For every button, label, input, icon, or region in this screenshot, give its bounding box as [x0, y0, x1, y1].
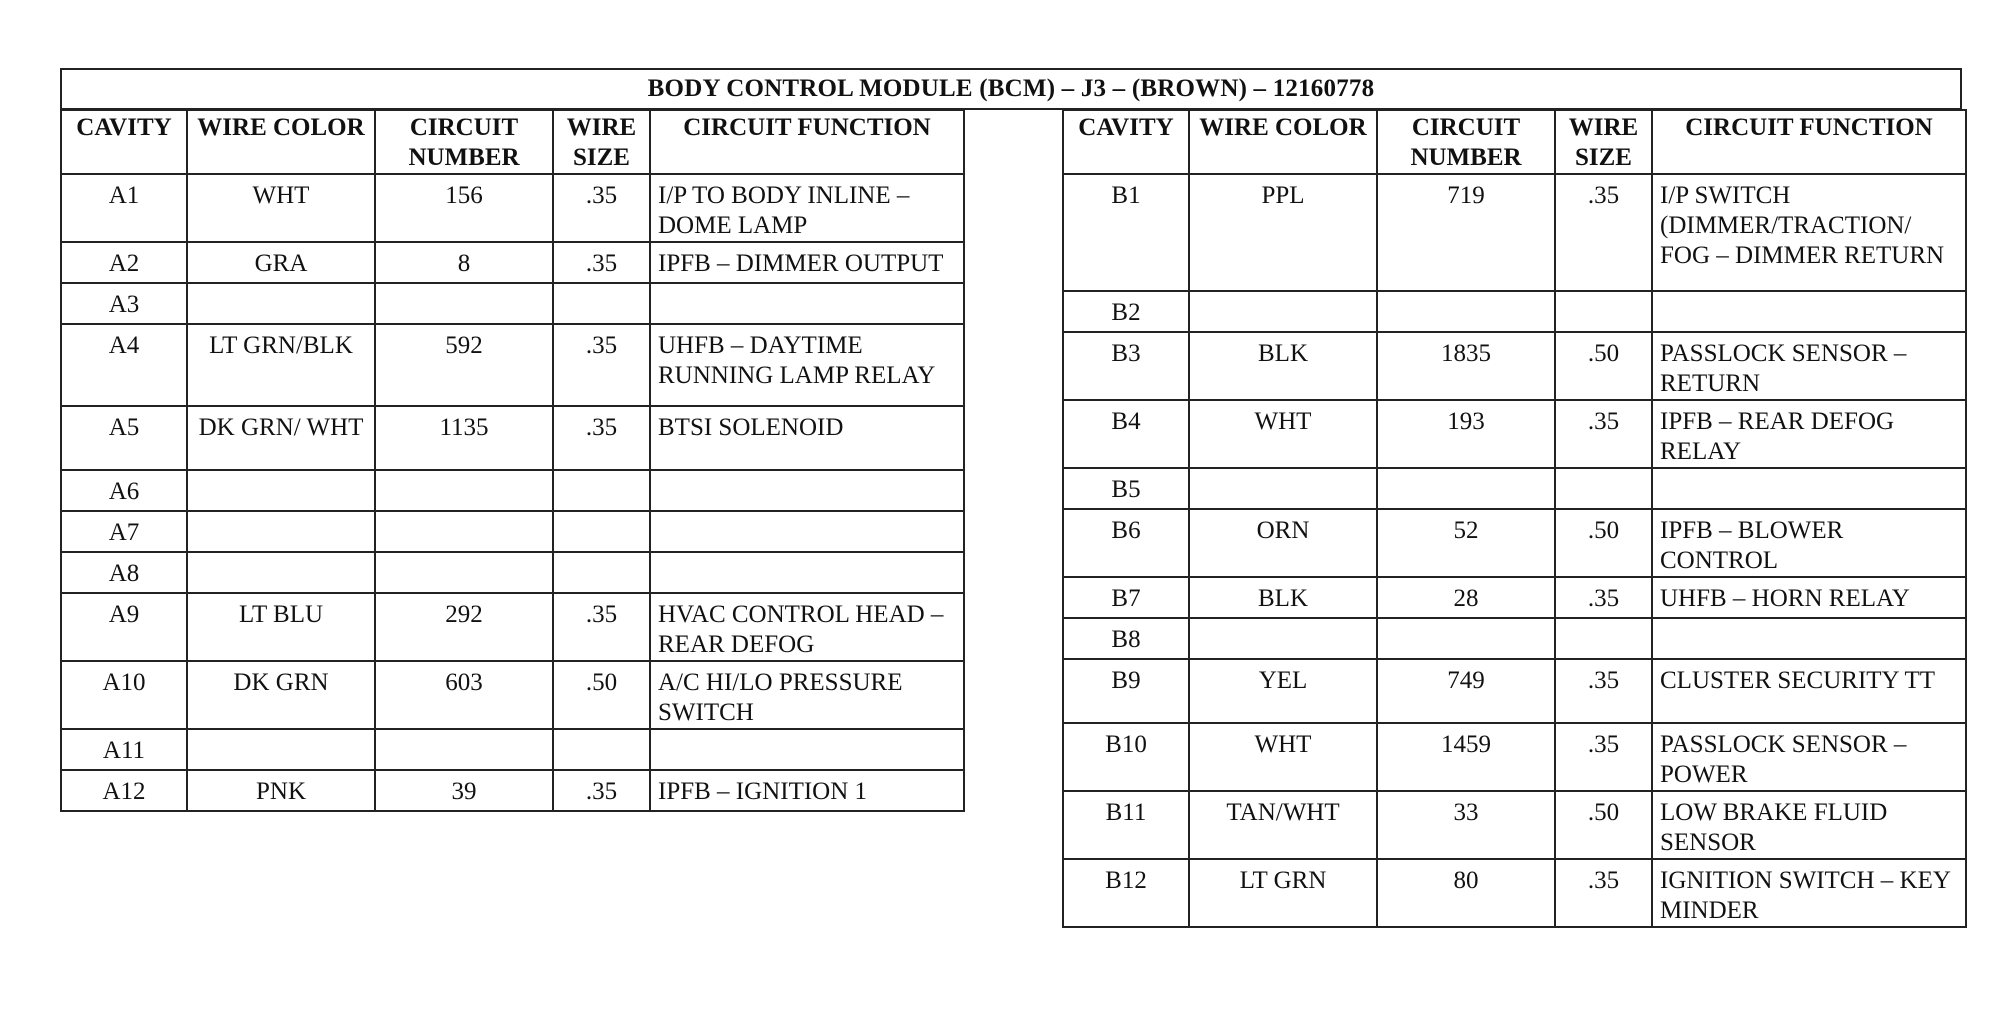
- circuit-function-cell: UHFB – HORN RELAY: [1652, 577, 1966, 618]
- wire-size-cell: .50: [553, 661, 650, 729]
- header-cavity: CAVITY: [61, 110, 187, 174]
- wire-size-cell: .35: [553, 406, 650, 470]
- circuit-number-cell: [1377, 291, 1555, 332]
- circuit-function-cell: IPFB – DIMMER OUTPUT: [650, 242, 964, 283]
- circuit-function-cell: A/C HI/LO PRESSURE SWITCH: [650, 661, 964, 729]
- wire-size-cell: .35: [1555, 400, 1652, 468]
- header-circuit-number: CIRCUIT NUMBER: [1377, 110, 1555, 174]
- wire-color-cell: [187, 552, 375, 593]
- header-circuit-function: CIRCUIT FUNCTION: [650, 110, 964, 174]
- circuit-function-cell: [650, 729, 964, 770]
- circuit-number-cell: [375, 470, 553, 511]
- circuit-number-cell: [1377, 618, 1555, 659]
- table-row: [1063, 723, 1966, 791]
- wire-color-cell: [187, 470, 375, 511]
- table-row: [1063, 659, 1966, 723]
- cavity-cell: A2: [61, 242, 187, 283]
- wire-size-cell: .35: [553, 593, 650, 661]
- circuit-number-cell: 749: [1377, 659, 1555, 723]
- wire-color-cell: [187, 283, 375, 324]
- wire-color-cell: [187, 511, 375, 552]
- wire-color-cell: DK GRN/ WHT: [187, 406, 375, 470]
- table-row: [1063, 859, 1966, 927]
- table-row: [61, 174, 964, 242]
- cavity-cell: B7: [1063, 577, 1189, 618]
- circuit-number-cell: 80: [1377, 859, 1555, 927]
- cavity-cell: A12: [61, 770, 187, 811]
- cavity-cell: B2: [1063, 291, 1189, 332]
- wire-size-cell: .35: [553, 174, 650, 242]
- wire-color-cell: PPL: [1189, 174, 1377, 291]
- circuit-number-cell: 603: [375, 661, 553, 729]
- wire-size-cell: .35: [1555, 723, 1652, 791]
- wire-size-cell: .35: [1555, 659, 1652, 723]
- wire-color-cell: LT GRN/BLK: [187, 324, 375, 406]
- circuit-number-cell: 193: [1377, 400, 1555, 468]
- table-row: [1063, 618, 1966, 659]
- cavity-cell: A5: [61, 406, 187, 470]
- wire-color-cell: DK GRN: [187, 661, 375, 729]
- circuit-function-cell: [650, 470, 964, 511]
- wire-color-cell: WHT: [1189, 723, 1377, 791]
- circuit-number-cell: 52: [1377, 509, 1555, 577]
- table-row: [1063, 791, 1966, 859]
- table-row: [1063, 332, 1966, 400]
- header-row: [1063, 110, 1966, 174]
- table-row: [61, 729, 964, 770]
- cavity-cell: A10: [61, 661, 187, 729]
- cavity-cell: B6: [1063, 509, 1189, 577]
- cavity-cell: B5: [1063, 468, 1189, 509]
- cavity-cell: A9: [61, 593, 187, 661]
- circuit-function-cell: UHFB – DAYTIME RUNNING LAMP RELAY: [650, 324, 964, 406]
- table-row: [1063, 577, 1966, 618]
- header-wire-color: WIRE COLOR: [1189, 110, 1377, 174]
- circuit-number-cell: 8: [375, 242, 553, 283]
- wire-color-cell: ORN: [1189, 509, 1377, 577]
- wire-size-cell: [553, 729, 650, 770]
- wire-color-cell: LT GRN: [1189, 859, 1377, 927]
- wire-color-cell: LT BLU: [187, 593, 375, 661]
- wire-color-cell: YEL: [1189, 659, 1377, 723]
- cavity-cell: B8: [1063, 618, 1189, 659]
- wire-size-cell: .35: [553, 770, 650, 811]
- circuit-function-cell: HVAC CONTROL HEAD – REAR DEFOG: [650, 593, 964, 661]
- cavity-cell: A6: [61, 470, 187, 511]
- cavity-cell: B12: [1063, 859, 1189, 927]
- circuit-number-cell: 39: [375, 770, 553, 811]
- wire-color-cell: TAN/WHT: [1189, 791, 1377, 859]
- wire-size-cell: .35: [1555, 859, 1652, 927]
- circuit-function-cell: IGNITION SWITCH – KEY MINDER: [1652, 859, 1966, 927]
- wire-color-cell: BLK: [1189, 332, 1377, 400]
- cavity-cell: A1: [61, 174, 187, 242]
- table-row: [61, 406, 964, 470]
- table-row: [1063, 509, 1966, 577]
- header-wire-color: WIRE COLOR: [187, 110, 375, 174]
- wire-size-cell: [553, 552, 650, 593]
- circuit-number-cell: [1377, 468, 1555, 509]
- cavity-cell: B3: [1063, 332, 1189, 400]
- circuit-function-cell: [1652, 291, 1966, 332]
- circuit-function-cell: BTSI SOLENOID: [650, 406, 964, 470]
- circuit-number-cell: [375, 283, 553, 324]
- wire-color-cell: [1189, 618, 1377, 659]
- wire-color-cell: WHT: [1189, 400, 1377, 468]
- wire-size-cell: .35: [553, 324, 650, 406]
- circuit-function-cell: [650, 511, 964, 552]
- header-circuit-function: CIRCUIT FUNCTION: [1652, 110, 1966, 174]
- table-row: [61, 593, 964, 661]
- wire-color-cell: GRA: [187, 242, 375, 283]
- header-wire-size: WIRE SIZE: [1555, 110, 1652, 174]
- wire-color-cell: WHT: [187, 174, 375, 242]
- wire-size-cell: [553, 511, 650, 552]
- wire-size-cell: [1555, 468, 1652, 509]
- table-row: [61, 661, 964, 729]
- connector-table-a: [60, 109, 965, 812]
- cavity-cell: A4: [61, 324, 187, 406]
- circuit-number-cell: 1835: [1377, 332, 1555, 400]
- circuit-function-cell: IPFB – IGNITION 1: [650, 770, 964, 811]
- table-row: [1063, 291, 1966, 332]
- header-wire-size: WIRE SIZE: [553, 110, 650, 174]
- circuit-function-cell: CLUSTER SECURITY TT: [1652, 659, 1966, 723]
- circuit-number-cell: 1135: [375, 406, 553, 470]
- cavity-cell: A3: [61, 283, 187, 324]
- table-row: [61, 283, 964, 324]
- circuit-function-cell: I/P SWITCH (DIMMER/TRACTION/ FOG – DIMMER RETURN: [1652, 174, 1966, 291]
- cavity-cell: A7: [61, 511, 187, 552]
- wire-size-cell: [553, 283, 650, 324]
- table-row: [61, 324, 964, 406]
- wire-size-cell: .35: [1555, 174, 1652, 291]
- circuit-function-cell: IPFB – BLOWER CONTROL: [1652, 509, 1966, 577]
- circuit-number-cell: 33: [1377, 791, 1555, 859]
- header-circuit-number: CIRCUIT NUMBER: [375, 110, 553, 174]
- circuit-number-cell: [375, 729, 553, 770]
- circuit-function-cell: [1652, 468, 1966, 509]
- wire-size-cell: .35: [553, 242, 650, 283]
- wire-size-cell: .50: [1555, 791, 1652, 859]
- circuit-number-cell: 156: [375, 174, 553, 242]
- circuit-number-cell: 1459: [1377, 723, 1555, 791]
- wire-size-cell: [553, 470, 650, 511]
- wire-size-cell: [1555, 618, 1652, 659]
- circuit-number-cell: 592: [375, 324, 553, 406]
- wire-color-cell: BLK: [1189, 577, 1377, 618]
- circuit-function-cell: PASSLOCK SENSOR – POWER: [1652, 723, 1966, 791]
- circuit-number-cell: 28: [1377, 577, 1555, 618]
- circuit-function-cell: IPFB – REAR DEFOG RELAY: [1652, 400, 1966, 468]
- circuit-function-cell: [650, 552, 964, 593]
- cavity-cell: A8: [61, 552, 187, 593]
- table-row: [1063, 174, 1966, 291]
- table-row: [61, 470, 964, 511]
- circuit-function-cell: LOW BRAKE FLUID SENSOR: [1652, 791, 1966, 859]
- cavity-cell: B10: [1063, 723, 1189, 791]
- wire-size-cell: .50: [1555, 509, 1652, 577]
- wire-size-cell: .50: [1555, 332, 1652, 400]
- wire-color-cell: PNK: [187, 770, 375, 811]
- table-b-body: [1063, 174, 1966, 927]
- table-row: [61, 552, 964, 593]
- circuit-number-cell: 719: [1377, 174, 1555, 291]
- wire-size-cell: .35: [1555, 577, 1652, 618]
- document-title: BODY CONTROL MODULE (BCM) – J3 – (BROWN) – 12160778: [60, 68, 1962, 110]
- cavity-cell: B4: [1063, 400, 1189, 468]
- wire-color-cell: [1189, 468, 1377, 509]
- wire-size-cell: [1555, 291, 1652, 332]
- header-row: [61, 110, 964, 174]
- table-row: [61, 242, 964, 283]
- cavity-cell: B11: [1063, 791, 1189, 859]
- cavity-cell: A11: [61, 729, 187, 770]
- circuit-function-cell: I/P TO BODY INLINE – DOME LAMP: [650, 174, 964, 242]
- table-row: [61, 511, 964, 552]
- circuit-number-cell: 292: [375, 593, 553, 661]
- cavity-cell: B1: [1063, 174, 1189, 291]
- table-row: [1063, 468, 1966, 509]
- circuit-number-cell: [375, 552, 553, 593]
- cavity-cell: B9: [1063, 659, 1189, 723]
- circuit-function-cell: [650, 283, 964, 324]
- circuit-number-cell: [375, 511, 553, 552]
- header-cavity: CAVITY: [1063, 110, 1189, 174]
- table-row: [61, 770, 964, 811]
- wire-color-cell: [1189, 291, 1377, 332]
- wire-color-cell: [187, 729, 375, 770]
- table-row: [1063, 400, 1966, 468]
- table-a-body: [61, 174, 964, 811]
- circuit-function-cell: PASSLOCK SENSOR – RETURN: [1652, 332, 1966, 400]
- circuit-function-cell: [1652, 618, 1966, 659]
- connector-table-b: [1062, 109, 1967, 928]
